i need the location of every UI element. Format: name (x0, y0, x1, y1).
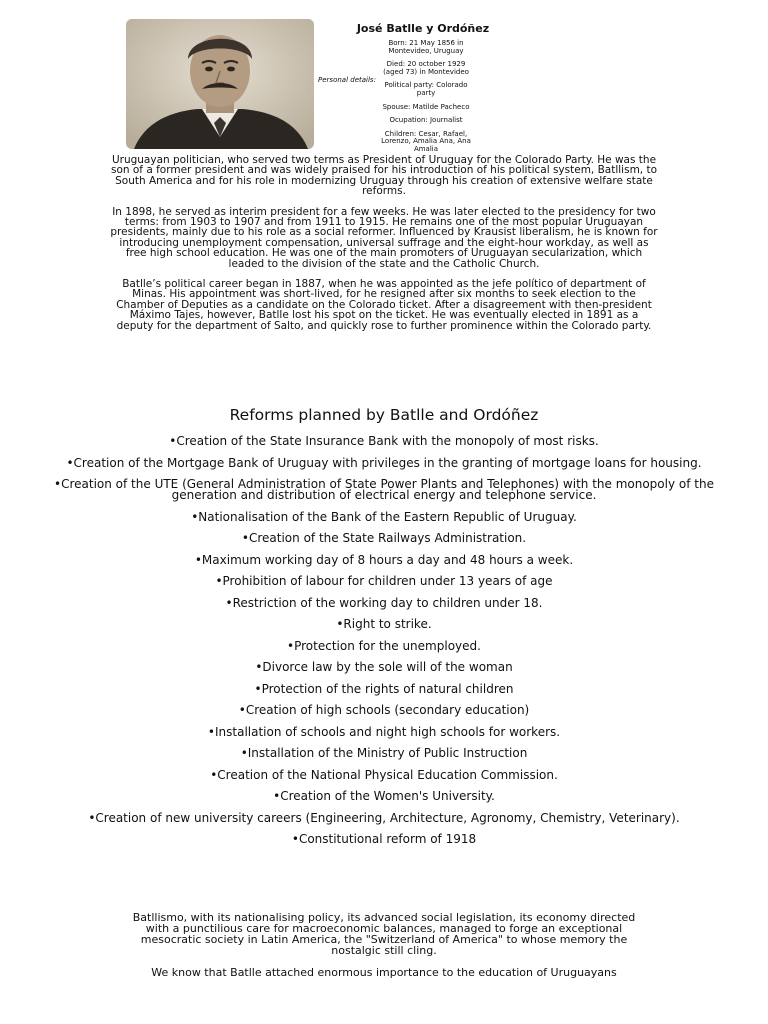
reform-item: •Creation of new university careers (Engineering, Architecture, Agronomy, Chemistry, Veterinary). (88, 810, 680, 825)
detail-born: Born: 21 May 1856 in Montevideo, Uruguay (388, 39, 464, 55)
detail-died: Died: 20 october 1929 (aged 73) in Montevideo (383, 60, 469, 76)
closing-paragraph: Batllismo, with its nationalising policy, its advanced social legislation, its economy directed with a punctilious care for macroeconomic balances, managed to forge an exceptional mesocratic society in Latin America, the "Switzerland of America" to whose memory the nostalgic still cling. (132, 911, 636, 957)
personal-details (378, 40, 474, 160)
reforms-heading: Reforms planned by Batlle and Ordóñez (229, 406, 539, 424)
reform-item: •Right to strike. (336, 617, 432, 631)
reform-item: •Prohibition of labour for children under 13 years of age (215, 574, 553, 588)
reform-item: •Protection of the rights of natural children (254, 681, 514, 696)
reform-item: •Creation of the National Physical Education Commission. (210, 767, 558, 782)
reform-item: •Protection for the unemployed. (287, 638, 481, 653)
reform-item: •Restriction of the working day to children under 18. (225, 595, 543, 610)
reform-item: •Creation of the State Insurance Bank with the monopoly of most risks. (169, 434, 599, 448)
portrait-photo (126, 19, 314, 149)
biography-text (110, 155, 658, 341)
personal-details-label: Personal details: (318, 76, 376, 84)
reform-item: •Constitutional reform of 1918 (291, 832, 477, 846)
bio-paragraph: Uruguayan politician, who served two terms as President of Uruguay for the Colorado Party. He was the son of a former president and was widely praised for his introduction of his political system, Batllism, to South America and for his role in modernizing Uruguay through his creation of extensive welfare state reforms. (110, 154, 658, 198)
reform-item: •Creation of high schools (secondary education) (238, 703, 530, 717)
reform-item: •Creation of the State Railways Administration. (241, 531, 527, 545)
detail-spouse: Spouse: Matilde Pacheco (382, 102, 470, 111)
reform-item: •Creation of the Mortgage Bank of Uruguay with privileges in the granting of mortgage loans for housing. (66, 455, 702, 470)
bio-paragraph: In 1898, he served as interim president for a few weeks. He was later elected to the presidency for two terms: from 1903 to 1907 and from 1911 to 1915. He remains one of the most popular Uruguayan presidents, mainly due to his role as a social reformer. Influenced by Krausist liberalism, he is known for introducing unemployment compensation, universal suffrage and the eight-hour workday, as well as free high school education. He was one of the main promoters of Uruguayan secularization, which leaded to the division of the state and the Catholic Church. (110, 205, 658, 270)
closing-paragraph: We know that Batlle attached enormous importance to the education of Uruguayans (151, 966, 617, 979)
reforms-list (36, 436, 732, 856)
detail-children: Children: Cesar, Rafael, Lorenzo, Amalia Ana, Ana Amalia (381, 129, 471, 153)
reform-item: •Installation of schools and night high schools for workers. (207, 724, 561, 739)
detail-occupation: Ocupation: Journalist (389, 116, 463, 125)
reform-item: •Divorce law by the sole will of the woman (255, 660, 513, 674)
portrait-illustration (126, 19, 314, 149)
closing-text (120, 912, 648, 989)
reform-item: •Creation of the UTE (General Administration of State Power Plants and Telephones) with the monopoly of the generation and distribution of electrical energy and telephone service. (54, 477, 714, 502)
bio-paragraph: Batlle’s political career began in 1887, when he was appointed as the jefe político of department of Minas. His appointment was short-lived, for he resigned after six months to seek election to the Chamber of Deputies as a candidate on the Colorado ticket. After a disagreement with then-president Máximo Tajes, however, Batlle lost his spot on the ticket. He was eventually elected in 1891 as a deputy for the department of Salto, and quickly rose to further prominence within the Colorado party. (116, 278, 652, 332)
reform-item: •Nationalisation of the Bank of the Eastern Republic of Uruguay. (191, 509, 577, 524)
reform-item: •Maximum working day of 8 hours a day and 48 hours a week. (194, 552, 574, 567)
detail-party: Political party: Colorado party (384, 81, 468, 97)
reform-item: •Creation of the Women's University. (273, 789, 495, 803)
person-name: José Batlle y Ordóñez (356, 22, 490, 35)
reform-item: •Installation of the Ministry of Public Instruction (240, 746, 528, 760)
